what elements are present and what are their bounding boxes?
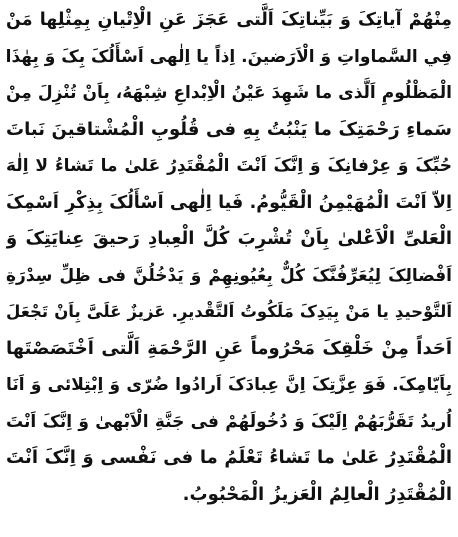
text-line: بِاَیّامِکَ. فَوَ عِزَّتِکَ اِنَّ عِبادَکَ اَرادُوا ضُرّی وَ اِبْتِلائی وَ اَنَا bbox=[6, 375, 452, 395]
text-line: حُبِّکَ وَ عِرْفانِکَ وَ اِنَّکَ اَنْتَ الْمُقْتَدِرُ عَلیٰ ما تَشاءُ لا اِلٰهَ bbox=[6, 156, 452, 176]
text-line: اُریدُ تَقَرُّبَهُمْ اِلَیْکَ وَ دُخُولَهُمْ فی جَنَّةِ الْاَبْهیٰ وَ اِنَّکَ اَنْتَ bbox=[6, 411, 452, 432]
text-line-final: الْمُقْتَدِرُ الْعالِمُ الْعَزیزُ الْمَحْبُوبُ. bbox=[182, 483, 452, 505]
text-line: اَلتَّوْحیدِ یا مَنْ بِیَدِکَ مَلَکُوتُ اَلتَّقْدیرِ. عَزیزٌ عَلَیَّ بِاَنْ تَجْعَلَ bbox=[6, 302, 452, 321]
text-line: فِي السَّماواتِ وَ الْاَرَضینَ. اِذاً یا اِلٰهی اَسْأَلُکَ بِکَ وَ بِهٰذَا bbox=[6, 46, 452, 67]
text-line: اَحَداً مِنْ خَلْقِکَ مَحْرُوماً عَنِ الرَّحْمَةِ اَلَّتی اَخْتَصَصْتَها bbox=[6, 337, 452, 359]
text-line: الْمَظْلُومِ اَلَّذی ما شَهِدَ عَیْنُ الْاِبْداعِ شِبْهَهُ، بِاَنْ تُنْزِلَ مِنْ bbox=[6, 83, 452, 103]
text-line: سَماءِ رَحْمَتِکَ ما یَنْبُتُ بِهِ فی قُلُوبِ الْمُشْتاقینَ نَباتَ bbox=[6, 118, 452, 140]
text-line: الْمُقْتَدِرُ عَلیٰ ما تَشاءُ تَعْلَمُ ما فی نَفْسی وَ اِنَّکَ اَنْتَ bbox=[6, 447, 452, 468]
text-line: اَفْضالِکَ لِیُعَرِّفُنَّکَ کُلٌّ بِعُیُونِهِمْ وَ یَدْخُلُنَّ فی ظِلِّ سِدْرَةِ bbox=[6, 265, 452, 286]
text-line: اِلاّ اَنْتَ الْمُهَیْمِنُ الْقَیُّومُ. فَیا اِلٰهی اَسْأَلُکَ بِذِکْرِ اَسْمِکَ bbox=[6, 192, 452, 213]
arabic-prayer-text bbox=[6, 2, 452, 513]
text-line: الْعَلیِّ الْاَعْلیٰ بِاَنْ تُشْرِبَ کُلَّ الْعِبادِ رَحیقَ عِنایَتِکَ وَ bbox=[6, 228, 452, 249]
text-line: مِنْهُمْ آیاتِکَ وَ بَیِّناتِکَ اَلَّتی عَجَزَ عَنِ الْاِتْیانِ بِمِثْلِها مَنْ bbox=[6, 10, 452, 30]
